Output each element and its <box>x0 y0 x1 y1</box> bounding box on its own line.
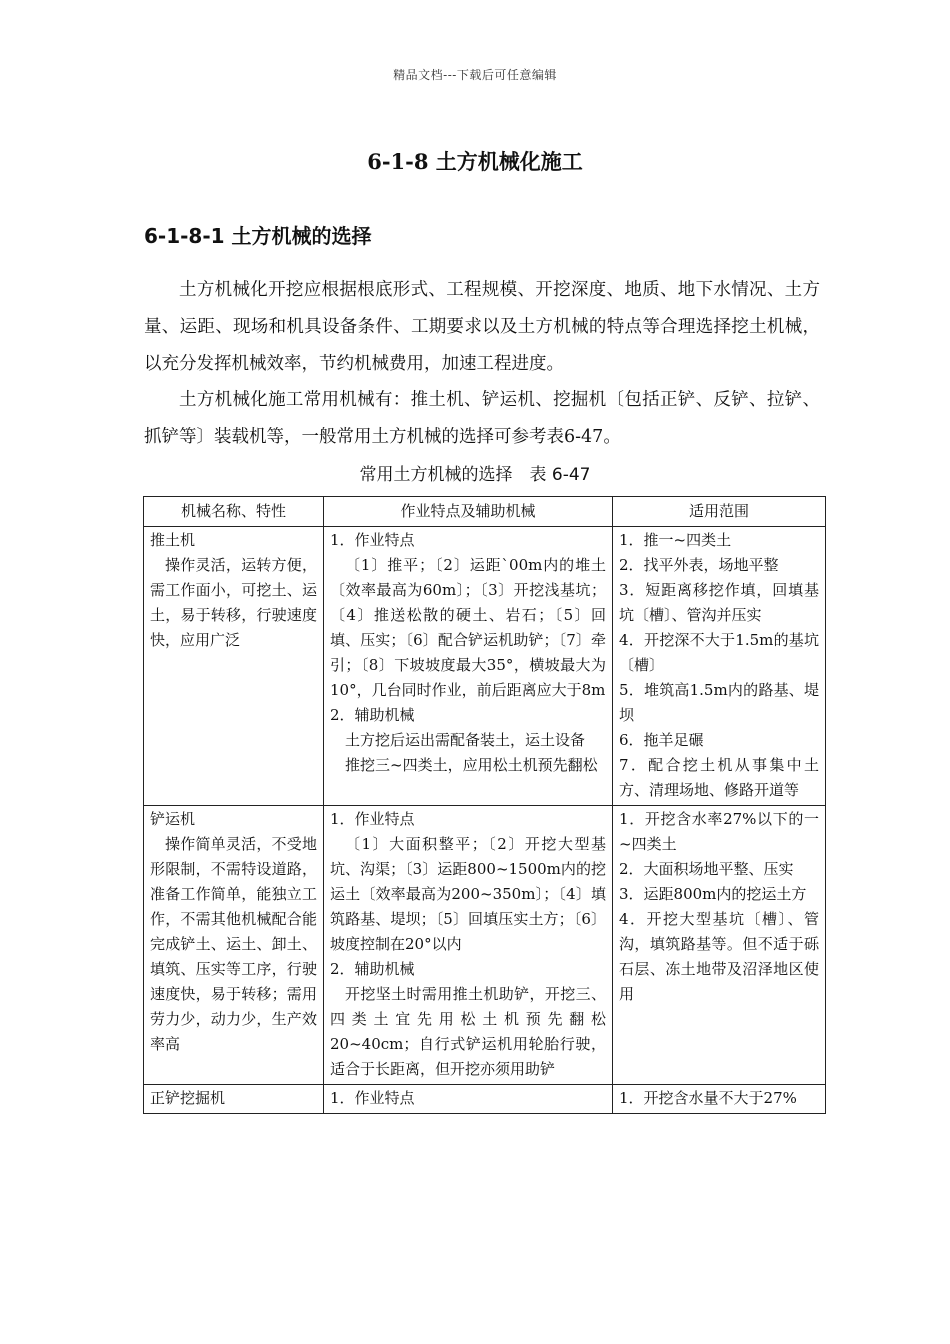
machine-name: 正铲挖掘机 <box>150 1089 226 1107</box>
work-detail: 土方挖后运出需配备装土，运土设备 <box>345 731 586 749</box>
machine-cell <box>144 806 324 1085</box>
scope-item: 2．找平外表，场地平整 <box>619 556 779 574</box>
scope-item: 2．大面积场地平整、压实 <box>619 860 794 878</box>
work-cell <box>324 527 613 806</box>
machine-traits: 操作灵活，运转方便，需工作面小，可挖土、运土，易于转移，行驶速度快，应用广泛 <box>150 556 317 649</box>
paragraph: 土方机械化开挖应根据根底形式、工程规模、开挖深度、地质、地下水情况、土方量、运距、现场和机具设备条件、工期要求以及土方机械的特点等合理选择挖土机械，以充分发挥机械效率，节约机械费用，加速工程进度。 <box>144 280 820 374</box>
machine-name: 铲运机 <box>150 810 196 828</box>
machine-traits: 操作简单灵活，不受地形限制，不需特设道路，准备工作简单，能独立工作，不需其他机械配合能完成铲土、运土、卸土、填筑、压实等工序，行驶速度快，易于转移；需用劳力少，动力少，生产效率高 <box>150 835 317 1053</box>
work-heading: 1．作业特点 <box>330 531 415 549</box>
scope-cell <box>613 806 826 1085</box>
scope-item: 1．开挖含水率27%以下的一~四类土 <box>619 810 819 853</box>
paragraph: 土方机械化施工常用机械有：推土机、铲运机、挖掘机〔包括正铲、反铲、拉铲、抓铲等〕装载机等，一般常用土方机械的选择可参考表6-47。 <box>144 390 820 447</box>
scope-item: 6．拖羊足碾 <box>619 731 704 749</box>
scope-cell <box>613 1085 826 1114</box>
scope-item: 1．推一~四类土 <box>619 531 732 549</box>
work-heading: 2．辅助机械 <box>330 706 415 724</box>
section-title: 6-1-8-1 土方机械的选择 <box>144 224 372 248</box>
machine-cell <box>144 527 324 806</box>
work-detail: 〔1〕大面积整平；〔2〕开挖大型基坑、沟渠；〔3〕运距800~1500m内的挖运土〔效率最高为200~350m〕；〔4〕填筑路基、堤坝；〔5〕回填压实土方；〔6〕坡度控制在20°以内 <box>330 835 606 953</box>
table-caption: 常用土方机械的选择 表 6-47 <box>359 465 591 485</box>
work-heading: 1．作业特点 <box>330 1089 415 1107</box>
scope-item: 3．短距离移挖作填，回填基坑〔槽〕、管沟并压实 <box>619 581 819 624</box>
scope-cell <box>613 527 826 806</box>
header-note: 精品文档---下载后可任意编辑 <box>393 68 557 82</box>
work-cell <box>324 806 613 1085</box>
table-header-row <box>144 497 826 527</box>
work-cell <box>324 1085 613 1114</box>
scope-item: 4．开挖大型基坑〔槽〕、管沟，填筑路基等。但不适于砾石层、冻土地带及沼泽地区使用 <box>619 910 819 1003</box>
column-header: 适用范围 <box>613 497 826 527</box>
scope-item: 7．配合挖土机从事集中土方、清理场地、修路开道等 <box>619 756 819 799</box>
work-detail: 〔1〕推平；〔2〕运距`00m内的堆土〔效率最高为60m〕；〔3〕开挖浅基坑；〔4〕推送松散的硬土、岩石；〔5〕回填、压实；〔6〕配合铲运机助铲；〔7〕牵引；〔8〕下坡坡度最大35°，横坡最大为10°，几台同时作业，前后距离应大于8m <box>330 556 606 699</box>
table-row <box>144 806 826 1085</box>
machine-cell <box>144 1085 324 1114</box>
work-detail: 推挖三~四类土，应用松土机预先翻松 <box>345 756 598 774</box>
table-row <box>144 1085 826 1114</box>
column-header: 作业特点及辅助机械 <box>324 497 613 527</box>
scope-item: 3．运距800m内的挖运土方 <box>619 885 807 903</box>
machine-name: 推土机 <box>150 531 196 549</box>
document-title: 6-1-8 土方机械化施工 <box>367 149 583 174</box>
work-heading: 2．辅助机械 <box>330 960 415 978</box>
machinery-table <box>143 496 826 1114</box>
scope-item: 1．开挖含水量不大于27% <box>619 1089 797 1107</box>
work-detail: 开挖坚土时需用推土机助铲，开挖三、四类土宜先用松土机预先翻松20~40cm；自行式铲运机用轮胎行驶，适合于长距离，但开挖亦须用助铲 <box>330 985 606 1078</box>
column-header: 机械名称、特性 <box>144 497 324 527</box>
work-heading: 1．作业特点 <box>330 810 415 828</box>
table-row <box>144 527 826 806</box>
scope-item: 5．堆筑高1.5m内的路基、堤坝 <box>619 681 819 724</box>
scope-item: 4．开挖深不大于1.5m的基坑〔槽〕 <box>619 631 819 674</box>
